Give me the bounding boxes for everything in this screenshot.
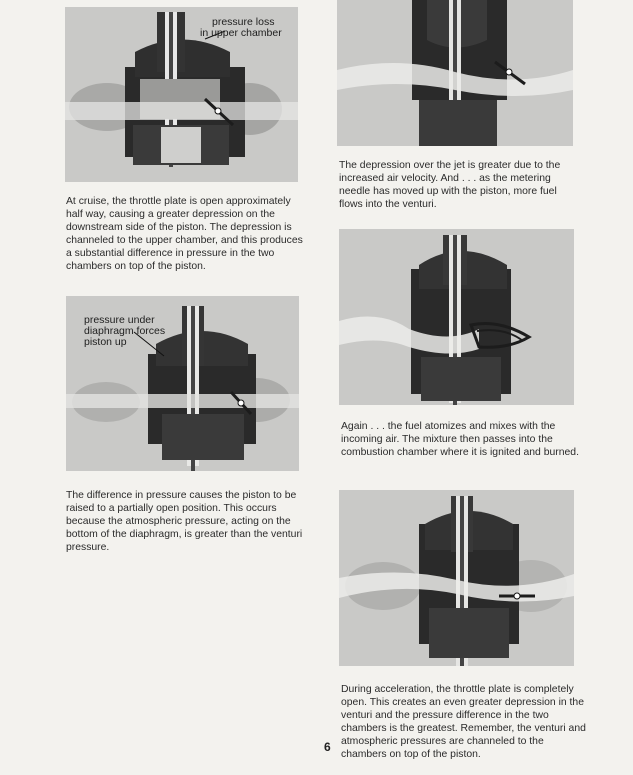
diagram-cruise-upper-chamber (65, 7, 298, 182)
diagram-jet-depression (337, 0, 573, 146)
label-line: piston up (84, 336, 127, 348)
carburetor-illustration-5 (339, 490, 574, 666)
caption-fuel-atomizes: Again . . . the fuel atomizes and mixes with the incoming air. The mixture then passes into the combustion chamber where it is ignited and burned. (341, 421, 579, 458)
label-pressure-loss (200, 17, 282, 39)
carburetor-illustration-2 (337, 0, 573, 146)
label-line: pressure under (84, 314, 155, 326)
label-pressure-under-diaphragm (84, 315, 165, 348)
label-line: in upper chamber (200, 27, 282, 39)
label-line: pressure loss (212, 16, 275, 28)
caption-jet-depression: The depression over the jet is greater due to the increased air velocity. And . . . as the metering needle has moved up with the piston, more fuel flows into the venturi. (339, 160, 561, 210)
diagram-diaphragm-lift (66, 296, 299, 471)
caption-pressure-difference: The difference in pressure causes the piston to be raised to a partially open position. This occurs because the atmospheric pressure, acting on the bottom of the diaphragm, is greater than the venturi pressure. (66, 490, 303, 553)
caption-acceleration: During acceleration, the throttle plate is completely open. This creates an even greater depression in the venturi and the pressure difference in the two chambers is the greatest. Remember, the venturi and atmospheric pressures are channeled to the chambers on top of the piston. (341, 684, 586, 760)
diagram-fuel-atomizing (339, 229, 574, 405)
label-line: diaphragm forces (84, 325, 166, 337)
caption-cruise: At cruise, the throttle plate is open approximately half way, causing a greater depression on the downstream side of the piston. The depression is channeled to the upper chamber, and this produces a substantial difference in pressure in the two chambers on top of the piston. (66, 196, 303, 272)
diagram-acceleration (339, 490, 574, 666)
page-number: 6 (324, 740, 331, 754)
carburetor-illustration-4 (339, 229, 574, 405)
